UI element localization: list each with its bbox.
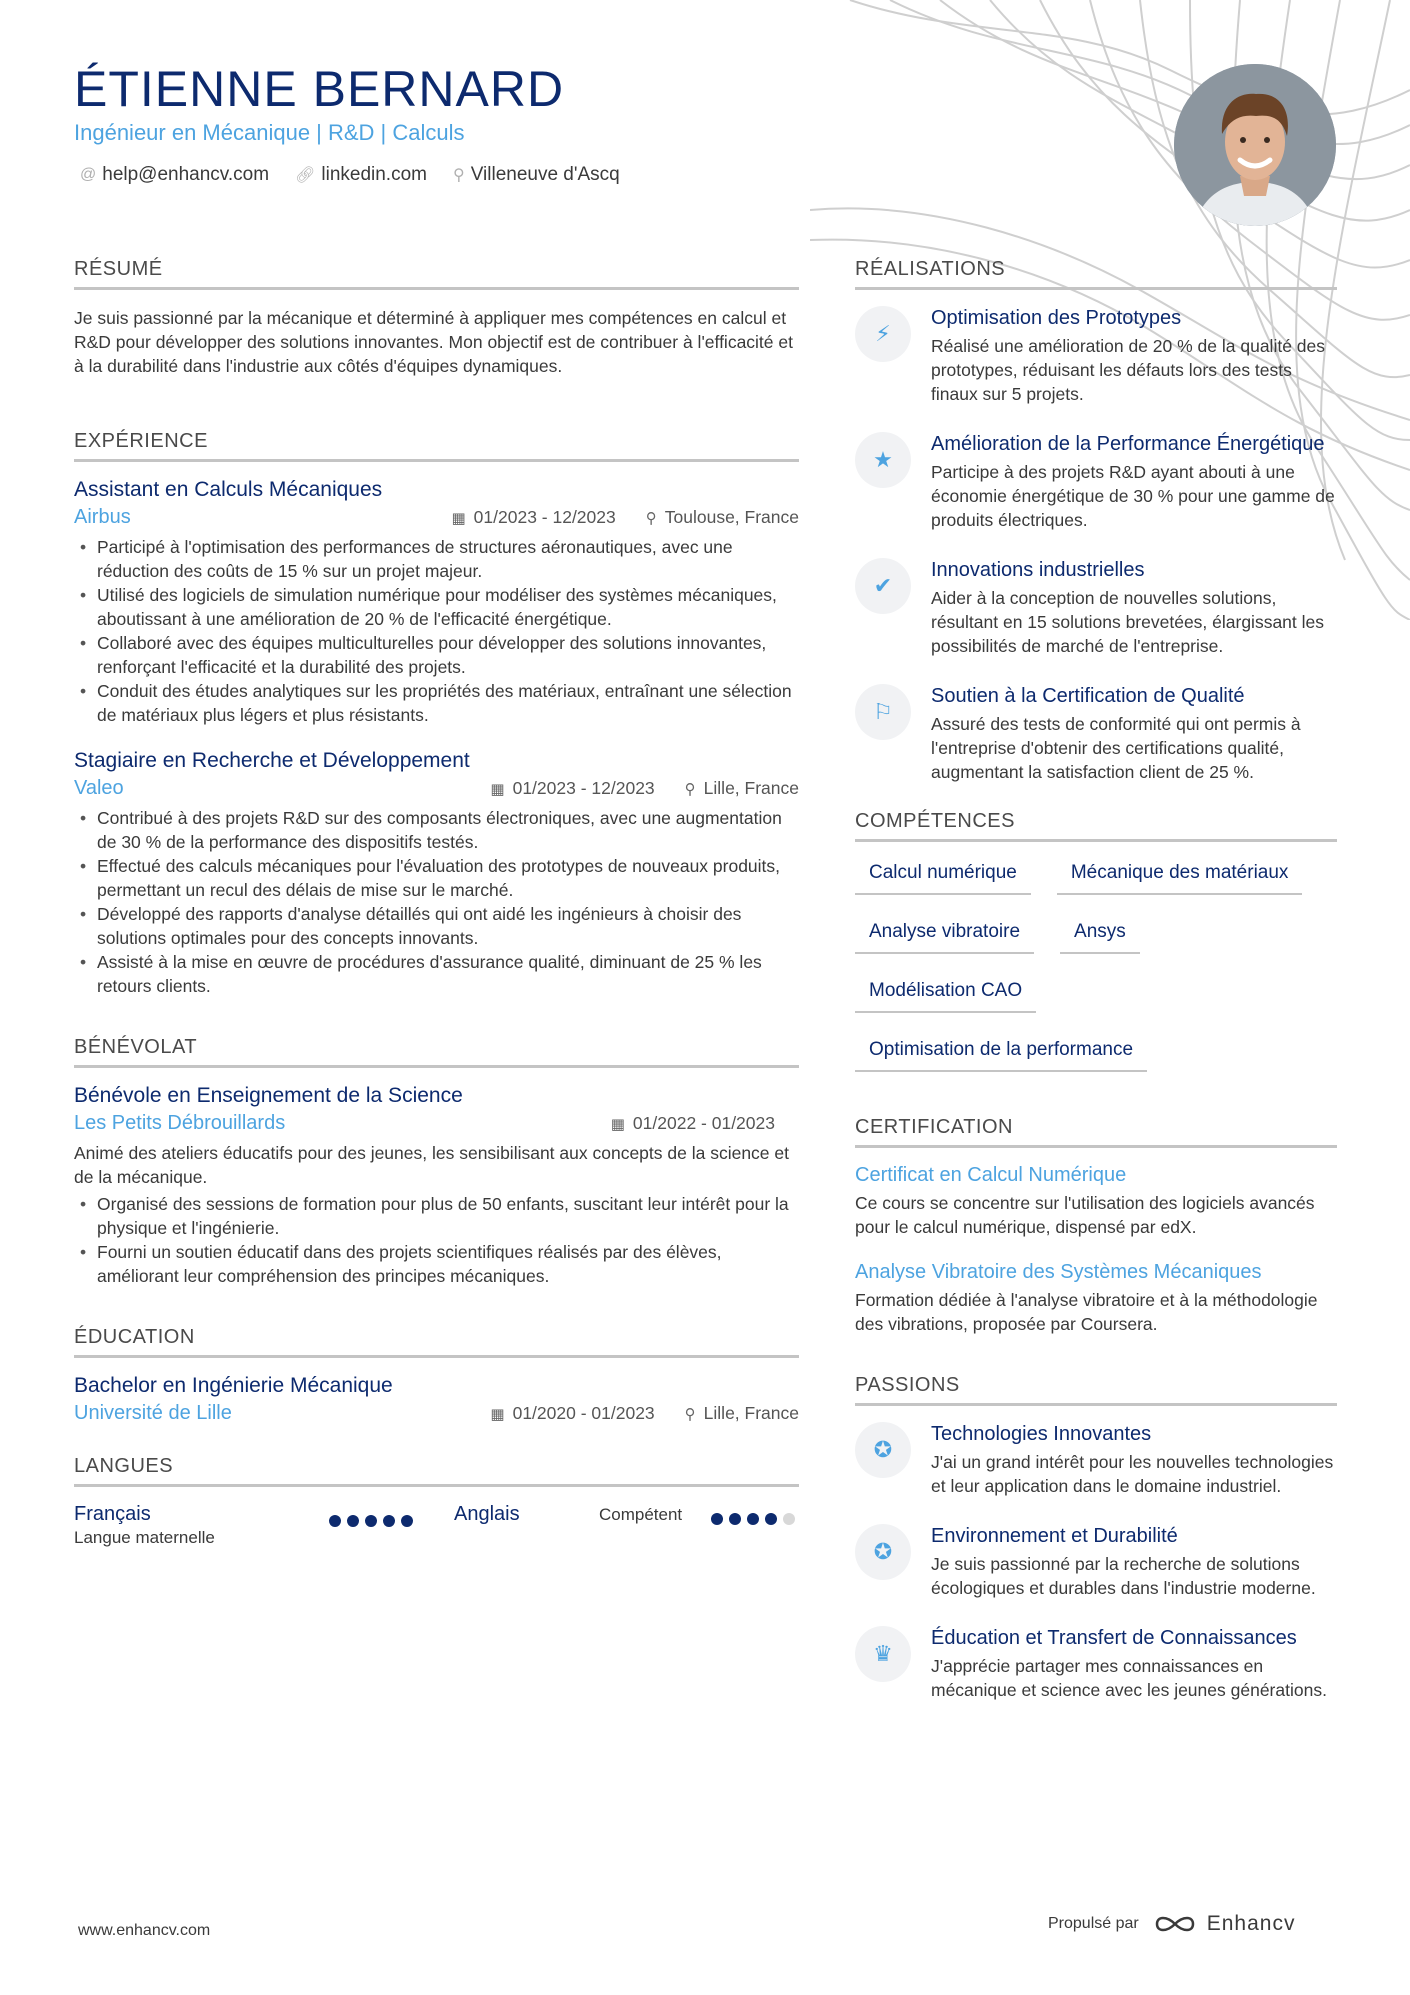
avatar-illustration [1174,64,1336,226]
skills-list [855,858,1337,1072]
calendar-icon: ▦ [610,1116,625,1133]
contact-email[interactable] [80,164,269,186]
award-icon: ✪ [855,1422,911,1478]
achievement-desc: Réalisé une amélioration de 20 % de la qualité des prototypes, réduisant les défauts lors des tests finaux sur 5 projets. [931,336,1326,404]
rating-dot [365,1515,377,1527]
achievement-title: Amélioration de la Performance Énergétique [931,433,1325,455]
job-bullets [74,535,799,727]
language-level: Compétent [599,1505,683,1524]
location-pin-icon: ⚲ [452,167,465,184]
volunteer-meta [611,1113,775,1134]
brand-logo[interactable] [1153,1912,1296,1936]
contact-email-text: help@enhancv.com [102,164,270,185]
rating-dot [383,1515,395,1527]
contact-linkedin-text: linkedin.com [321,164,427,185]
job-bullet: • Participé à l'optimisation des performances de structures aéronautiques, avec une réduction des coûts de 15 % sur un projet majeur. [74,535,799,583]
passion-desc: Je suis passionné par la recherche de solutions écologiques et durables dans l'industrie moderne. [931,1554,1316,1598]
achievements-section [855,258,1337,784]
at-icon: @ [80,166,97,183]
job-meta-row [74,777,799,800]
contact-bar [80,164,620,186]
passion-body [931,1626,1337,1702]
passion-title: Éducation et Transfert de Connaissances [931,1627,1297,1649]
link-icon: 🔗︎ [295,167,316,184]
volunteer-section [74,1036,799,1288]
job-bullet: • Conduit des études analytiques sur les propriétés des matériaux, entraînant une sélection de matériaux plus légers et plus résistants. [74,679,799,727]
passion-title: Technologies Innovantes [931,1423,1152,1445]
certification-heading: CERTIFICATION [855,1116,1337,1148]
summary-heading: RÉSUMÉ [74,258,799,290]
passion-item [855,1626,1337,1702]
contact-linkedin[interactable] [295,164,427,186]
language-rating [711,1513,795,1525]
job-entry [74,478,799,727]
achievement-body [931,684,1337,784]
volunteer-dates-wrap [611,1113,775,1134]
job-company: Airbus [74,506,131,528]
passion-desc: J'apprécie partager mes connaissances en mécanique et science avec les jeunes générations. [931,1656,1327,1700]
left-column [74,258,799,1548]
education-location-wrap [685,1403,799,1424]
volunteer-org: Les Petits Débrouillards [74,1112,286,1134]
education-degree: Bachelor en Ingénierie Mécanique [74,1374,393,1397]
job-location: Toulouse, France [664,507,799,527]
job-title: Assistant en Calculs Mécaniques [74,478,383,501]
education-heading: ÉDUCATION [74,1326,799,1358]
language-rating [329,1515,454,1527]
volunteer-bullet: • Organisé des sessions de formation pour plus de 50 enfants, suscitant leur intérêt pour la physique et l'ingénierie. [74,1192,799,1240]
certification-title: Certificat en Calcul Numérique [855,1164,1127,1186]
achievement-title: Soutien à la Certification de Qualité [931,685,1245,707]
volunteer-bullets [74,1192,799,1288]
passion-title: Environnement et Durabilité [931,1525,1178,1547]
volunteer-meta-row [74,1112,799,1135]
job-dates-wrap [451,507,615,528]
rating-dot [347,1515,359,1527]
job-title: Stagiaire en Recherche et Développement [74,749,470,772]
star-icon: ★ [855,432,911,488]
passions-heading: PASSIONS [855,1374,1337,1406]
passion-body [931,1422,1337,1498]
certification-section [855,1116,1337,1336]
contact-location-text: Villeneuve d'Ascq [470,164,620,185]
rating-dot [711,1513,723,1525]
achievement-desc: Aider à la conception de nouvelles solutions, résultant en 15 solutions brevetées, élargissant les possibilités de marché de l'entreprise. [931,588,1325,656]
skill-tag: Modélisation CAO [855,976,1036,1013]
check-icon: ✔ [855,558,911,614]
trophy-icon: ♛ [855,1626,911,1682]
contact-location [453,164,620,186]
job-meta [451,507,799,528]
passion-body [931,1524,1337,1600]
job-location: Lille, France [703,778,799,798]
location-pin-icon: ⚲ [684,781,696,798]
brand-name: Enhancv [1206,1912,1296,1935]
calendar-icon: ▦ [490,781,505,798]
volunteer-bullet: • Fourni un soutien éducatif dans des projets scientifiques réalisés par des élèves, améliorant leur compréhension des principes mécaniques. [74,1240,799,1288]
volunteer-dates: 01/2022 - 01/2023 [632,1113,775,1133]
footer-powered-label: Propulsé par [1048,1915,1139,1932]
volunteer-heading: BÉNÉVOLAT [74,1036,799,1068]
rating-dot [329,1515,341,1527]
job-company: Valeo [74,777,124,799]
certification-item [855,1261,1337,1336]
achievement-item [855,558,1337,658]
job-bullet: • Assisté à la mise en œuvre de procédures d'assurance qualité, diminuant de 25 % les retours clients. [74,950,799,998]
location-pin-icon: ⚲ [645,510,657,527]
rating-dot [401,1515,413,1527]
education-location: Lille, France [703,1403,799,1423]
job-location-wrap [646,507,799,528]
rating-dot [783,1513,795,1525]
achievement-title: Optimisation des Prototypes [931,307,1182,329]
skill-tag: Optimisation de la performance [855,1035,1147,1072]
languages-section [74,1455,799,1548]
achievement-desc: Participe à des projets R&D ayant abouti à une économie énergétique de 30 % pour une gamme de produits électriques. [931,462,1335,530]
achievement-body [931,306,1337,406]
experience-section [74,430,799,998]
job-dates: 01/2023 - 12/2023 [512,778,655,798]
job-bullet: • Collaboré avec des équipes multiculturelles pour développer des solutions innovantes, renforçant l'efficacité et la durabilité des projets. [74,631,799,679]
education-section [74,1326,799,1425]
job-meta [490,778,799,799]
achievements-heading: RÉALISATIONS [855,258,1337,290]
job-location-wrap [685,778,799,799]
infinity-icon [1153,1912,1197,1936]
job-bullet: • Contribué à des projets R&D sur des composants électroniques, avec une augmentation de 30 % de la performance des dispositifs testés. [74,806,799,854]
job-bullet: • Utilisé des logiciels de simulation numérique pour modéliser des systèmes mécaniques, aboutissant à une amélioration de 20 % de l'efficacité énergétique. [74,583,799,631]
job-bullet: • Développé des rapports d'analyse détaillés qui ont aidé les ingénieurs à choisir des solutions optimales pour des concepts innovants. [74,902,799,950]
experience-heading: EXPÉRIENCE [74,430,799,462]
achievement-item [855,306,1337,406]
award-icon: ✪ [855,1524,911,1580]
achievement-desc: Assuré des tests de conformité qui ont permis à l'entreprise d'obtenir des certifications qualité, augmentant la satisfaction client de 25 %. [931,714,1301,782]
certification-item [855,1164,1337,1239]
footer-branding [1048,1912,1295,1936]
passions-section [855,1374,1337,1702]
job-bullets [74,806,799,998]
skills-section [855,810,1337,1072]
summary-section [74,258,799,378]
skill-tag: Calcul numérique [855,858,1031,895]
education-school: Université de Lille [74,1402,232,1424]
languages-heading: LANGUES [74,1455,799,1487]
rating-dot [729,1513,741,1525]
right-column [855,258,1337,1728]
achievement-item [855,432,1337,532]
languages-row [74,1503,799,1548]
passion-item [855,1524,1337,1600]
calendar-icon: ▦ [490,1406,505,1423]
calendar-icon: ▦ [451,510,466,527]
job-dates: 01/2023 - 12/2023 [473,507,616,527]
volunteer-intro: Animé des ateliers éducatifs pour des jeunes, les sensibilisant aux concepts de la science et de la mécanique. [74,1143,789,1187]
job-meta-row [74,506,799,529]
job-bullet: • Effectué des calculs mécaniques pour l'évaluation des prototypes de nouveaux produits, permettant un recul des délais de mise sur le marché. [74,854,799,902]
language-level: Langue maternelle [74,1528,215,1547]
language-name: Anglais [454,1503,520,1525]
candidate-name: ÉTIENNE BERNARD [74,61,565,117]
achievement-body [931,558,1337,658]
job-dates-wrap [490,778,654,799]
job-entry [74,749,799,998]
achievement-title: Innovations industrielles [931,559,1145,581]
passion-desc: J'ai un grand intérêt pour les nouvelles technologies et leur application dans le domaine industriel. [931,1452,1334,1496]
wand-icon: ⚡︎ [855,306,911,362]
skills-heading: COMPÉTENCES [855,810,1337,842]
achievement-body [931,432,1337,532]
certification-title: Analyse Vibratoire des Systèmes Mécaniques [855,1261,1262,1283]
candidate-tagline: Ingénieur en Mécanique | R&D | Calculs [74,120,465,145]
skill-tag: Ansys [1060,917,1140,954]
rating-dot [765,1513,777,1525]
avatar [1174,64,1336,226]
passion-item [855,1422,1337,1498]
skill-tag: Analyse vibratoire [855,917,1034,954]
summary-text: Je suis passionné par la mécanique et déterminé à appliquer mes compétences en calcul et R&D pour développer des solutions innovantes. Mon objectif est de contribuer à l'efficacité et à la durabilité dans l'industrie aux côtés d'équipes dynamiques. [74,308,793,376]
language-item [74,1503,329,1548]
footer-website[interactable]: www.enhancv.com [78,1922,211,1939]
location-pin-icon: ⚲ [684,1406,696,1423]
skill-tag: Mécanique des matériaux [1057,858,1303,895]
rating-dot [747,1513,759,1525]
education-meta-row [74,1402,799,1425]
flag-icon: ⚐ [855,684,911,740]
education-meta [490,1403,799,1424]
language-name: Français [74,1503,151,1525]
achievement-item [855,684,1337,784]
certification-desc: Formation dédiée à l'analyse vibratoire et à la méthodologie des vibrations, proposée par Coursera. [855,1290,1318,1334]
education-dates: 01/2020 - 01/2023 [512,1403,655,1423]
certification-desc: Ce cours se concentre sur l'utilisation des logiciels avancés pour le calcul numérique, dispensé par edX. [855,1193,1315,1237]
volunteer-role: Bénévole en Enseignement de la Science [74,1084,463,1107]
education-dates-wrap [490,1403,654,1424]
